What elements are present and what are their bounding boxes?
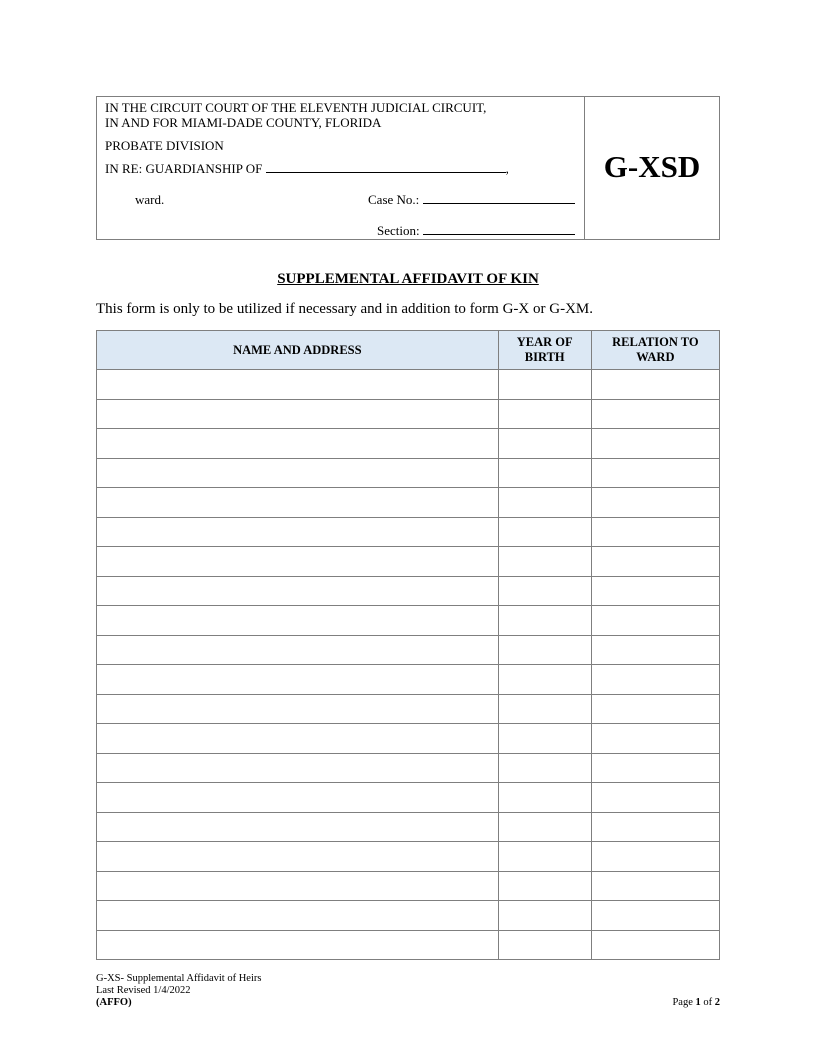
table-row <box>97 547 720 577</box>
year-of-birth-cell[interactable] <box>498 606 591 636</box>
name-address-cell[interactable] <box>97 871 499 901</box>
name-address-cell[interactable] <box>97 547 499 577</box>
year-of-birth-cell[interactable] <box>498 635 591 665</box>
relation-to-ward-cell[interactable] <box>591 576 719 606</box>
table-row <box>97 842 720 872</box>
kin-table-body <box>97 370 720 960</box>
in-re-line <box>105 161 509 176</box>
relation-to-ward-cell[interactable] <box>591 547 719 577</box>
name-address-cell[interactable] <box>97 370 499 400</box>
relation-to-ward-cell[interactable] <box>591 812 719 842</box>
footer-code <box>96 997 261 1009</box>
relation-to-ward-cell[interactable] <box>591 517 719 547</box>
page-number <box>672 997 720 1008</box>
year-of-birth-cell[interactable] <box>498 547 591 577</box>
table-row <box>97 753 720 783</box>
table-row <box>97 576 720 606</box>
table-row <box>97 783 720 813</box>
year-header-line-1: YEAR OF <box>516 335 573 349</box>
table-row <box>97 606 720 636</box>
table-row <box>97 635 720 665</box>
relation-to-ward-cell[interactable] <box>591 429 719 459</box>
table-row <box>97 399 720 429</box>
table-row <box>97 871 720 901</box>
name-address-cell[interactable] <box>97 783 499 813</box>
relation-to-ward-cell[interactable] <box>591 370 719 400</box>
table-row <box>97 429 720 459</box>
case-no-line <box>368 192 575 207</box>
name-address-cell[interactable] <box>97 901 499 931</box>
name-address-cell[interactable] <box>97 812 499 842</box>
name-address-cell[interactable] <box>97 606 499 636</box>
document-title <box>0 271 816 288</box>
year-of-birth-cell[interactable] <box>498 842 591 872</box>
footer-code-close: ) <box>128 997 132 1008</box>
year-of-birth-cell[interactable] <box>498 665 591 695</box>
name-address-cell[interactable] <box>97 635 499 665</box>
relation-to-ward-cell[interactable] <box>591 606 719 636</box>
relation-to-ward-cell[interactable] <box>591 783 719 813</box>
ward-name-field[interactable] <box>266 161 506 173</box>
kin-table-header-row <box>97 331 720 370</box>
name-address-cell[interactable] <box>97 842 499 872</box>
year-of-birth-cell[interactable] <box>498 694 591 724</box>
year-of-birth-cell[interactable] <box>498 458 591 488</box>
year-of-birth-cell[interactable] <box>498 783 591 813</box>
relation-to-ward-cell[interactable] <box>591 842 719 872</box>
name-address-cell[interactable] <box>97 488 499 518</box>
name-address-cell[interactable] <box>97 694 499 724</box>
form-code: G-XSD <box>603 149 701 184</box>
page-of: of <box>703 997 713 1008</box>
relation-to-ward-cell[interactable] <box>591 488 719 518</box>
name-address-cell[interactable] <box>97 399 499 429</box>
kin-table <box>96 330 720 960</box>
case-no-label: Case No.: <box>368 192 420 207</box>
year-of-birth-cell[interactable] <box>498 812 591 842</box>
relation-to-ward-cell[interactable] <box>591 665 719 695</box>
table-row <box>97 517 720 547</box>
footer-left <box>96 973 261 1009</box>
relation-to-ward-cell[interactable] <box>591 694 719 724</box>
form-code-cell <box>585 97 719 239</box>
relation-to-ward-cell[interactable] <box>591 724 719 754</box>
page-current: 1 <box>695 997 701 1008</box>
year-of-birth-cell[interactable] <box>498 901 591 931</box>
name-address-cell[interactable] <box>97 724 499 754</box>
year-of-birth-cell[interactable] <box>498 753 591 783</box>
name-address-cell[interactable] <box>97 429 499 459</box>
year-of-birth-cell[interactable] <box>498 488 591 518</box>
ward-label: ward. <box>135 192 165 207</box>
division-label: PROBATE DIVISION <box>105 138 224 153</box>
table-row <box>97 665 720 695</box>
instruction-text: This form is only to be utilized if necessary and in addition to form G-X or G-XM. <box>96 301 593 317</box>
case-caption-box <box>96 96 720 240</box>
relation-to-ward-cell[interactable] <box>591 635 719 665</box>
name-address-cell[interactable] <box>97 753 499 783</box>
relation-to-ward-cell[interactable] <box>591 458 719 488</box>
caption-left-cell <box>97 97 585 239</box>
name-address-header: NAME AND ADDRESS <box>97 331 499 370</box>
year-of-birth-cell[interactable] <box>498 724 591 754</box>
table-row <box>97 488 720 518</box>
court-line-2: IN AND FOR MIAMI-DADE COUNTY, FLORIDA <box>105 115 382 130</box>
relation-to-ward-cell[interactable] <box>591 871 719 901</box>
name-address-cell[interactable] <box>97 930 499 960</box>
page-total: 2 <box>714 997 720 1008</box>
table-row <box>97 458 720 488</box>
page-label: Page <box>672 997 693 1008</box>
year-of-birth-cell[interactable] <box>498 871 591 901</box>
footer-form-name: G-XS- Supplemental Affidavit of Heirs <box>96 973 262 984</box>
year-of-birth-cell[interactable] <box>498 429 591 459</box>
relation-to-ward-header <box>591 331 719 370</box>
section-line <box>377 223 575 238</box>
relation-to-ward-cell[interactable] <box>591 753 719 783</box>
relation-header-line-2: WARD <box>636 350 675 364</box>
in-re-suffix: , <box>505 161 509 176</box>
table-row <box>97 370 720 400</box>
table-row <box>97 812 720 842</box>
in-re-label: IN RE: GUARDIANSHIP OF <box>105 161 263 176</box>
table-row <box>97 724 720 754</box>
section-field[interactable] <box>423 223 575 235</box>
name-address-cell[interactable] <box>97 517 499 547</box>
year-of-birth-cell[interactable] <box>498 517 591 547</box>
year-of-birth-header <box>498 331 591 370</box>
court-line-1: IN THE CIRCUIT COURT OF THE ELEVENTH JUDICIAL CIRCUIT, <box>105 100 487 115</box>
name-address-cell[interactable] <box>97 665 499 695</box>
table-row <box>97 901 720 931</box>
relation-to-ward-cell[interactable] <box>591 399 719 429</box>
relation-to-ward-cell[interactable] <box>591 901 719 931</box>
footer-code-open: ( <box>96 997 100 1008</box>
section-label: Section: <box>377 223 420 238</box>
relation-to-ward-cell[interactable] <box>591 930 719 960</box>
year-of-birth-cell[interactable] <box>498 370 591 400</box>
year-of-birth-cell[interactable] <box>498 576 591 606</box>
year-of-birth-cell[interactable] <box>498 399 591 429</box>
name-address-cell[interactable] <box>97 576 499 606</box>
case-no-field[interactable] <box>423 192 575 204</box>
year-of-birth-cell[interactable] <box>498 930 591 960</box>
document-title-text: SUPPLEMENTAL AFFIDAVIT OF KIN <box>277 271 539 287</box>
relation-header-line-1: RELATION TO <box>612 335 699 349</box>
footer-revised: Last Revised 1/4/2022 <box>96 985 191 996</box>
table-row <box>97 930 720 960</box>
name-address-cell[interactable] <box>97 458 499 488</box>
table-row <box>97 694 720 724</box>
footer-code-value: AFFO <box>99 997 129 1008</box>
year-header-line-2: BIRTH <box>524 350 565 364</box>
